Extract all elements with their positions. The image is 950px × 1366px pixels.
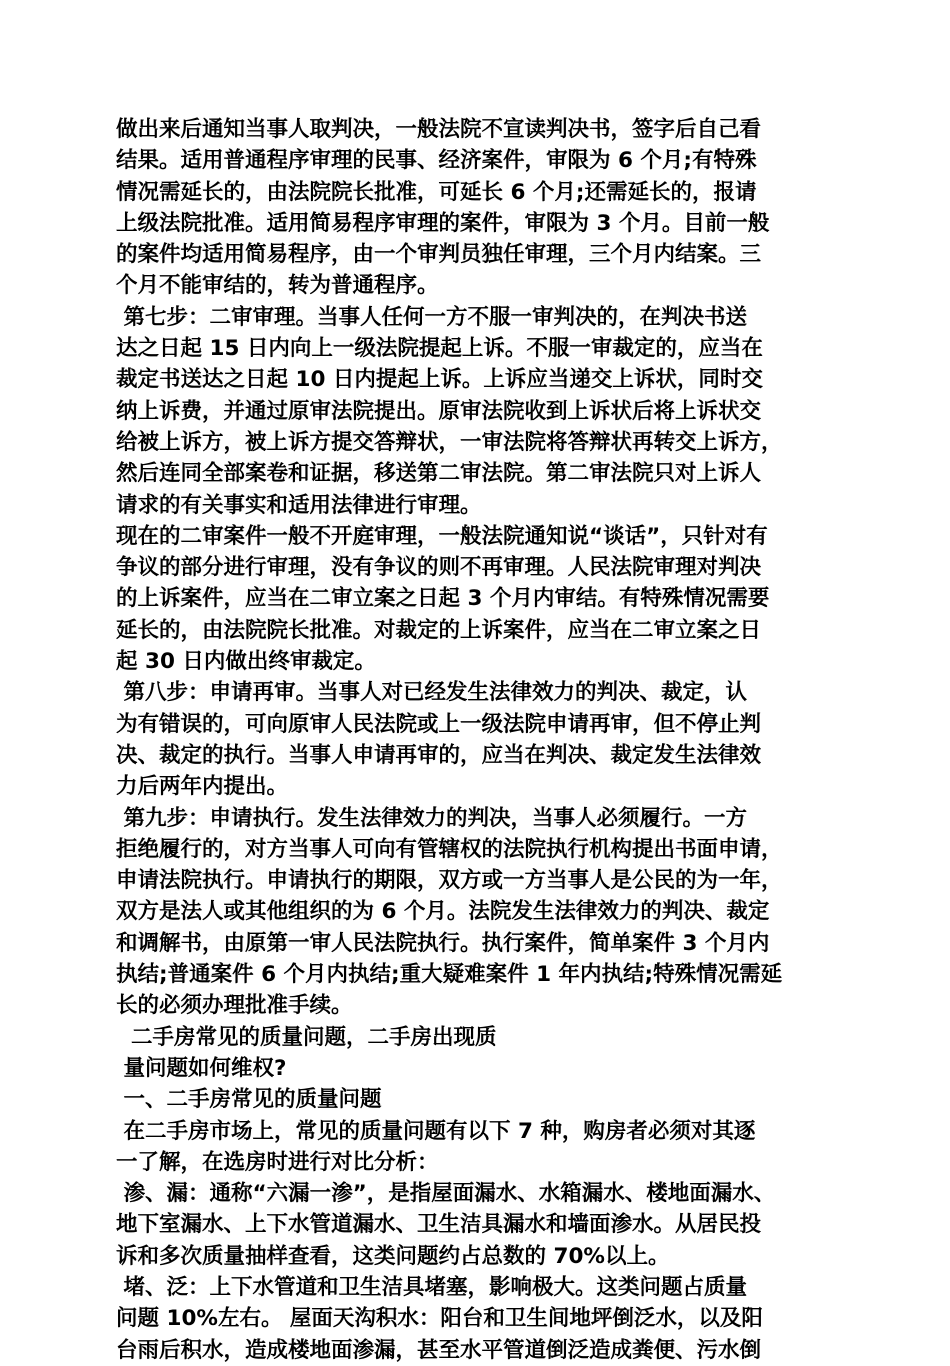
text-line: 达之日起 15 日内向上一级法院提起上诉。不服一审裁定的，应当在: [116, 336, 763, 362]
text-line: 问题 10%左右。 屋面天沟积水：阳台和卫生间地坪倒泛水，以及阳: [116, 1306, 763, 1332]
text-line: 第八步：申请再审。当事人对已经发生法律效力的判决、裁定，认: [116, 680, 747, 706]
text-line: 地下室漏水、上下水管道漏水、卫生洁具漏水和墙面渗水。从居民投: [116, 1212, 762, 1238]
text-line: 的案件均适用简易程序，由一个审判员独任审理，三个月内结案。三: [116, 242, 762, 268]
text-line: 台雨后积水，造成楼地面渗漏，甚至水平管道倒泛造成粪便、污水倒: [116, 1337, 762, 1363]
text-line: 力后两年内提出。: [116, 774, 289, 800]
text-line: 一、二手房常见的质量问题: [116, 1087, 382, 1113]
text-line: 堵、泛：上下水管道和卫生洁具堵塞，影响极大。这类问题占质量: [116, 1274, 747, 1300]
text-line: 决、裁定的执行。当事人申请再审的，应当在判决、裁定发生法律效: [116, 742, 762, 768]
text-line: 争议的部分进行审理，没有争议的则不再审理。人民法院审理对判决: [116, 555, 762, 581]
text-line: 诉和多次质量抽样查看，这类问题约占总数的 70%以上。: [116, 1243, 670, 1269]
text-line: 和调解书，由原第一审人民法院执行。执行案件，简单案件 3 个月内: [116, 930, 770, 956]
text-line: 双方是法人或其他组织的为 6 个月。法院发生法律效力的判决、裁定: [116, 899, 770, 925]
text-line: 申请法院执行。申请执行的期限，双方或一方当事人是公民的为一年，: [116, 868, 783, 894]
text-line: 现在的二审案件一般不开庭审理，一般法院通知说“谈话”，只针对有: [116, 523, 768, 549]
text-line: 做出来后通知当事人取判决，一般法院不宣读判决书，签字后自己看: [116, 117, 762, 142]
text-line: 二手房常见的质量问题，二手房出现质: [116, 1024, 497, 1050]
text-line: 拒绝履行的，对方当事人可向有管辖权的法院执行机构提出书面申请，: [116, 836, 783, 862]
text-line: 一了解，在选房时进行对比分析：: [116, 1149, 439, 1175]
text-line: 第九步：申请执行。发生法律效力的判决，当事人必须履行。一方: [116, 805, 747, 831]
text-line: 在二手房市场上，常见的质量问题有以下 7 种，购房者必须对其逐: [116, 1118, 756, 1144]
text-line: 量问题如何维权?: [116, 1055, 287, 1081]
text-line: 个月不能审结的，转为普通程序。: [116, 273, 439, 299]
text-line: 为有错误的，可向原审人民法院或上一级法院申请再审，但不停止判: [116, 711, 762, 737]
text-line: 结果。适用普通程序审理的民事、经济案件，审限为 6 个月;有特殊: [116, 148, 757, 174]
text-line: 上级法院批准。适用简易程序审理的案件，审限为 3 个月。目前一般: [116, 210, 770, 236]
text-line: 情况需延长的，由法院院长批准，可延长 6 个月;还需延长的，报请: [116, 179, 757, 205]
text-line: 渗、漏：通称“六漏一渗”，是指屋面漏水、水箱漏水、楼地面漏水、: [116, 1181, 776, 1207]
text-line: 裁定书送达之日起 10 日内提起上诉。上诉应当递交上诉状，同时交: [116, 367, 763, 393]
text-line: 执结;普通案件 6 个月内执结;重大疑难案件 1 年内执结;特殊情况需延: [116, 962, 783, 988]
text-line: 请求的有关事实和适用法律进行审理。: [116, 492, 482, 518]
text-line: 然后连同全部案卷和证据，移送第二审法院。第二审法院只对上诉人: [116, 461, 762, 487]
text-line: 第七步：二审审理。当事人任何一方不服一审判决的，在判决书送: [116, 304, 747, 330]
text-line: 给被上诉方，被上诉方提交答辩状，一审法院将答辩状再转交上诉方，: [116, 429, 783, 455]
text-line: 的上诉案件，应当在二审立案之日起 3 个月内审结。有特殊情况需要: [116, 586, 770, 612]
text-line: 长的必须办理批准手续。: [116, 993, 353, 1019]
document-body: [116, 114, 852, 1366]
text-line: 纳上诉费，并通过原审法院提出。原审法院收到上诉状后将上诉状交: [116, 398, 762, 424]
text-line: 起 30 日内做出终审裁定。: [116, 649, 376, 675]
text-line: 延长的，由法院院长批准。对裁定的上诉案件，应当在二审立案之日: [116, 617, 762, 643]
